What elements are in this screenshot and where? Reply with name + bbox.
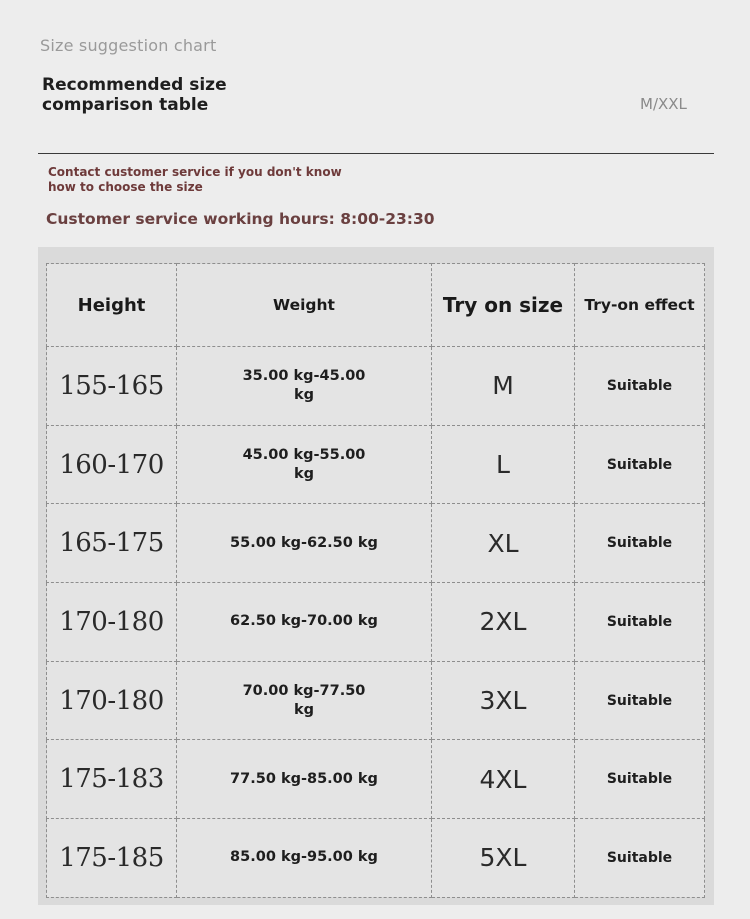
cell-effect: Suitable <box>575 504 705 583</box>
cell-weight <box>177 819 432 898</box>
table-row <box>47 740 705 819</box>
cell-effect: Suitable <box>575 661 705 740</box>
page-title: Recommended size comparison table <box>42 75 227 115</box>
size-table-panel <box>38 247 714 905</box>
cell-size: 2XL <box>432 583 575 662</box>
header-weight: Weight <box>177 264 432 347</box>
working-hours: Customer service working hours: 8:00-23:30 <box>46 210 435 228</box>
size-table <box>46 263 705 898</box>
contact-note: Contact customer service if you don't know how to choose the size <box>48 165 342 194</box>
cell-size: XL <box>432 504 575 583</box>
table-row <box>47 661 705 740</box>
cell-height: 170-180 <box>47 583 177 662</box>
cell-weight-text: 45.00 kg-55.00 kg <box>242 446 366 482</box>
table-row <box>47 425 705 504</box>
cell-effect: Suitable <box>575 425 705 504</box>
cell-height: 160-170 <box>47 425 177 504</box>
cell-size: 4XL <box>432 740 575 819</box>
size-range-label: M/XXL <box>640 95 687 113</box>
header-effect: Try-on effect <box>575 264 705 347</box>
cell-weight <box>177 347 432 426</box>
cell-size: M <box>432 347 575 426</box>
cell-height: 175-185 <box>47 819 177 898</box>
cell-weight <box>177 425 432 504</box>
table-row <box>47 819 705 898</box>
cell-weight-text: 70.00 kg-77.50 kg <box>242 682 366 718</box>
cell-effect: Suitable <box>575 819 705 898</box>
cell-weight-text: 85.00 kg-95.00 kg <box>230 849 378 866</box>
cell-weight <box>177 740 432 819</box>
header-size: Try on size <box>432 264 575 347</box>
cell-size: 5XL <box>432 819 575 898</box>
header-height: Height <box>47 264 177 347</box>
cell-effect: Suitable <box>575 583 705 662</box>
cell-effect: Suitable <box>575 347 705 426</box>
cell-height: 165-175 <box>47 504 177 583</box>
cell-size: 3XL <box>432 661 575 740</box>
table-row <box>47 504 705 583</box>
cell-size: L <box>432 425 575 504</box>
chart-subtitle: Size suggestion chart <box>40 36 217 55</box>
cell-weight-text: 77.50 kg-85.00 kg <box>230 770 378 787</box>
cell-weight-text: 35.00 kg-45.00 kg <box>242 367 366 403</box>
cell-weight <box>177 661 432 740</box>
cell-height: 175-183 <box>47 740 177 819</box>
table-row <box>47 583 705 662</box>
cell-weight <box>177 504 432 583</box>
cell-effect: Suitable <box>575 740 705 819</box>
cell-weight-text: 62.50 kg-70.00 kg <box>230 613 378 630</box>
cell-weight <box>177 583 432 662</box>
header-divider <box>38 153 714 154</box>
cell-height: 170-180 <box>47 661 177 740</box>
cell-weight-text: 55.00 kg-62.50 kg <box>230 534 378 551</box>
cell-height: 155-165 <box>47 347 177 426</box>
table-header-row <box>47 264 705 347</box>
table-row <box>47 347 705 426</box>
